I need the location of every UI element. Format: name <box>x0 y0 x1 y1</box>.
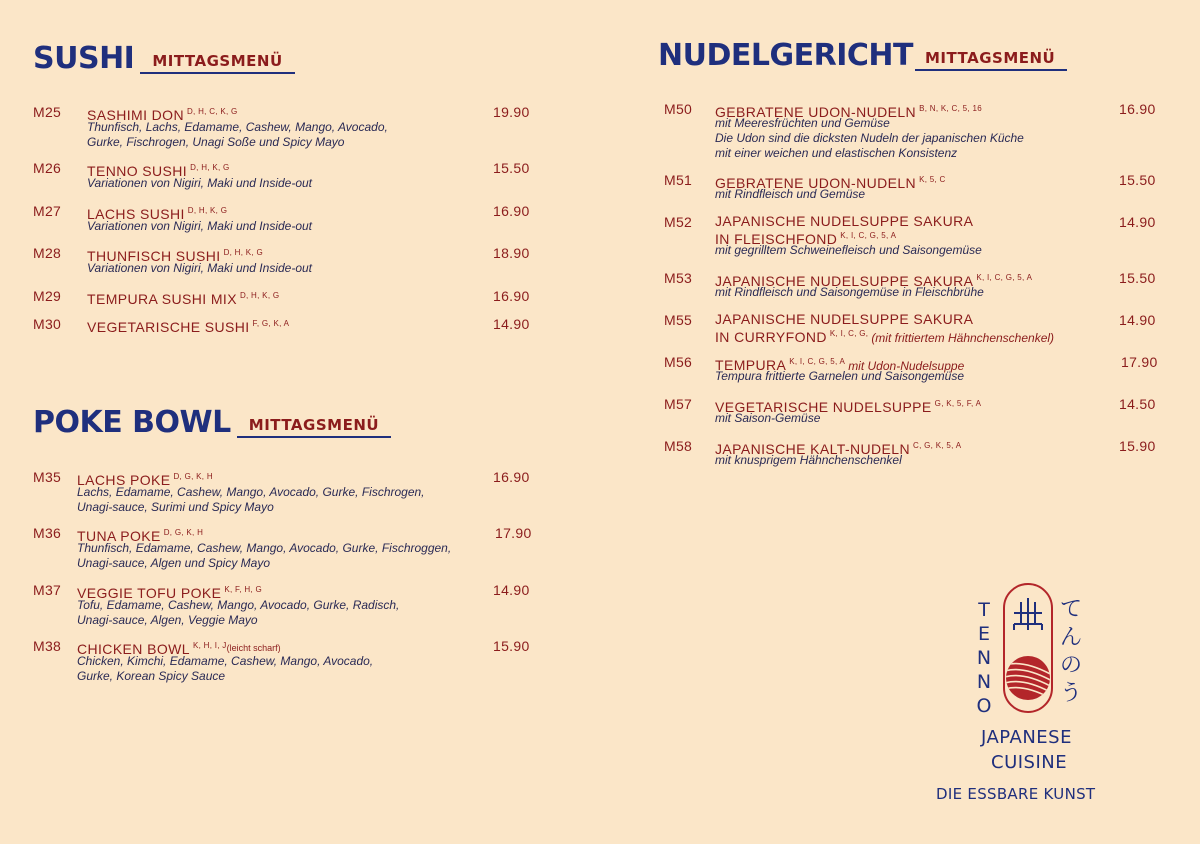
item-allergens: F, G, K, A <box>252 319 290 328</box>
brand-japanese-vertical: てんのう <box>1059 597 1082 706</box>
item-code: M56 <box>664 354 693 370</box>
item-name: JAPANISCHE NUDELSUPPE SAKURA $^{K, I, C, G, 5, A}$ <box>715 273 1033 289</box>
menu-item <box>664 438 1164 470</box>
item-code: M57 <box>664 396 693 412</box>
item-allergens: G, K, 5, F, A <box>934 399 982 408</box>
item-allergens: B, N, K, C, 5, 16 <box>919 104 982 113</box>
item-name: LACHS SUSHI $^{D, H, K, G}$ <box>87 206 228 222</box>
item-price: 18.90 <box>493 245 530 261</box>
item-allergens: K, I, C, G, 5, A <box>789 357 846 366</box>
item-allergens: K, I, C, G, <box>829 329 869 338</box>
item-description: Thunfisch, Edamame, Cashew, Mango, Avocado, Gurke, Fischroggen, <box>77 541 452 555</box>
menu-item <box>33 245 533 277</box>
item-allergens: D, G, K, H <box>173 472 213 481</box>
menu-item <box>33 104 533 150</box>
item-name-cont: IN CURRYFOND $^{K, I, C, G,}$ (mit frittiertem Hähnchenschenkel) <box>715 329 1055 345</box>
menu-item <box>664 312 1164 344</box>
item-price: 15.50 <box>1119 270 1156 286</box>
item-code: M51 <box>664 172 693 188</box>
item-description: Variationen von Nigiri, Maki und Inside-out <box>87 176 313 190</box>
item-description: Thunfisch, Lachs, Edamame, Cashew, Mango, Avocado, <box>87 120 388 134</box>
item-description: Tempura frittierte Garnelen und Saisongemüse <box>715 369 965 383</box>
menu-item <box>33 160 533 192</box>
brand-line-1: JAPANESE <box>981 727 1072 748</box>
item-price: 14.90 <box>1119 312 1156 328</box>
brand-latin-vertical: TENNO <box>976 599 992 717</box>
item-name-cont: IN FLEISCHFOND $^{K, I, C, G, 5, A}$ <box>715 231 897 247</box>
item-description: Tofu, Edamame, Cashew, Mango, Avocado, Gurke, Radisch, <box>77 598 400 612</box>
item-note: mit Udon-Nudelsuppe <box>848 359 965 373</box>
item-name: JAPANISCHE KALT-NUDELN $^{C, G, K, 5, A}$ <box>715 441 962 457</box>
item-code: M27 <box>33 203 62 219</box>
item-allergens: D, G, K, H <box>163 528 204 537</box>
item-name: TUNA POKE $^{D, G, K, H}$ <box>77 528 204 544</box>
item-description: mit knusprigem Hähnchenschenkel <box>715 453 902 467</box>
section-subtitle: MITTAGSMENÜ <box>140 53 294 74</box>
item-description: mit Saison-Gemüse <box>715 411 821 425</box>
item-price: 15.90 <box>1119 438 1156 454</box>
item-description: Unagi-sauce, Surimi und Spicy Mayo <box>77 500 274 514</box>
menu-item <box>33 469 533 515</box>
tenno-emblem-icon <box>1002 582 1054 714</box>
item-price: 15.50 <box>1119 172 1156 188</box>
item-code: M28 <box>33 245 62 261</box>
item-description: Lachs, Edamame, Cashew, Mango, Avocado, Gurke, Fischrogen, <box>77 485 425 499</box>
item-allergens: D, H, K, G <box>223 248 264 257</box>
item-price: 14.90 <box>1119 214 1156 230</box>
item-description: Variationen von Nigiri, Maki und Inside-out <box>87 261 313 275</box>
item-code: M30 <box>33 316 62 332</box>
item-note: (mit frittiertem Hähnchenschenkel) <box>871 331 1055 345</box>
item-description: Gurke, Fischrogen, Unagi Soße und Spicy Mayo <box>87 135 345 149</box>
item-description: Gurke, Korean Spicy Sauce <box>77 669 226 683</box>
item-name: SASHIMI DON $^{D, H, C, K, G}$ <box>87 107 238 123</box>
item-code: M55 <box>664 312 693 328</box>
item-code: M26 <box>33 160 62 176</box>
item-description: Chicken, Kimchi, Edamame, Cashew, Mango, Avocado, <box>77 654 374 668</box>
brand-line-2: CUISINE <box>991 752 1068 773</box>
menu-item <box>664 396 1164 428</box>
item-name: VEGGIE TOFU POKE $^{K, F, H, G}$ <box>77 585 263 601</box>
item-price: 14.90 <box>493 582 530 598</box>
item-allergens: D, H, C, K, G <box>186 107 238 116</box>
item-name: THUNFISCH SUSHI $^{D, H, K, G}$ <box>87 248 264 264</box>
item-name: VEGETARISCHE NUDELSUPPE $^{G, K, 5, F, A}$ <box>715 399 982 415</box>
item-description: Unagi-sauce, Algen und Spicy Mayo <box>77 556 270 570</box>
item-code: M37 <box>33 582 62 598</box>
item-note: (leicht scharf) <box>226 643 281 653</box>
item-price: 15.90 <box>493 638 530 654</box>
item-name: GEBRATENE UDON-NUDELN $^{B, N, K, C, 5, 16}$ <box>715 104 982 120</box>
item-code: M25 <box>33 104 62 120</box>
item-code: M29 <box>33 288 62 304</box>
item-description: mit Rindfleisch und Saisongemüse in Fleischbrühe <box>715 285 984 299</box>
noodle-header <box>658 38 1067 73</box>
item-allergens: D, H, K, G <box>239 291 280 300</box>
item-code: M53 <box>664 270 693 286</box>
section-subtitle: MITTAGSMENÜ <box>237 417 391 438</box>
item-name: TEMPURA SUSHI MIX $^{D, H, K, G}$ <box>87 291 280 307</box>
menu-item <box>664 214 1164 260</box>
item-code: M38 <box>33 638 62 654</box>
item-name: JAPANISCHE NUDELSUPPE SAKURA <box>715 311 974 327</box>
item-name: CHICKEN BOWL $^{K, H, I, J(leicht scharf)}$ <box>77 641 281 657</box>
section-title: POKE BOWL <box>33 405 231 440</box>
brand-logo <box>970 580 1090 720</box>
section-title: SUSHI <box>33 41 135 76</box>
item-price: 16.90 <box>493 203 530 219</box>
item-name: JAPANISCHE NUDELSUPPE SAKURA <box>715 213 974 229</box>
item-allergens: K, F, H, G <box>224 585 263 594</box>
item-code: M36 <box>33 525 62 541</box>
item-allergens: K, H, I, J <box>192 641 227 650</box>
item-allergens: D, H, K, G <box>190 163 230 172</box>
item-code: M58 <box>664 438 693 454</box>
item-price: 15.50 <box>493 160 530 176</box>
item-allergens: K, I, C, G, 5, A <box>976 273 1033 282</box>
item-name: GEBRATENE UDON-NUDELN $^{K, 5, C}$ <box>715 175 946 191</box>
item-description: mit Rindfleisch und Gemüse <box>715 187 866 201</box>
menu-item <box>33 288 533 306</box>
menu-item <box>33 203 533 235</box>
item-price: 14.50 <box>1119 396 1156 412</box>
menu-item <box>664 101 1164 161</box>
item-price: 17.90 <box>1121 354 1158 370</box>
item-price: 16.90 <box>493 288 530 304</box>
item-price: 14.90 <box>493 316 530 332</box>
menu-item <box>664 354 1164 386</box>
item-description: Variationen von Nigiri, Maki und Inside-out <box>87 219 313 233</box>
item-price: 16.90 <box>493 469 530 485</box>
item-allergens: C, G, K, 5, A <box>913 441 962 450</box>
item-description: Die Udon sind die dicksten Nudeln der japanischen Küche <box>715 131 1024 145</box>
item-name: TENNO SUSHI $^{D, H, K, G}$ <box>87 163 230 179</box>
item-code: M35 <box>33 469 62 485</box>
brand-slogan: DIE ESSBARE KUNST <box>936 785 1096 803</box>
item-name: TEMPURA $^{K, I, C, G, 5, A}$ mit Udon-Nudelsuppe <box>715 357 965 373</box>
item-code: M50 <box>664 101 693 117</box>
menu-item <box>33 582 533 628</box>
item-allergens: K, 5, C <box>919 175 946 184</box>
menu-item <box>33 525 533 571</box>
item-name: VEGETARISCHE SUSHI $^{F, G, K, A}$ <box>87 319 290 335</box>
item-description: Unagi-sauce, Algen, Veggie Mayo <box>77 613 258 627</box>
item-allergens: K, I, C, G, 5, A <box>840 231 897 240</box>
item-price: 16.90 <box>1119 101 1156 117</box>
item-description: mit gegrilltem Schweinefleisch und Saisongemüse <box>715 243 982 257</box>
section-title: NUDELGERICHT <box>658 38 913 73</box>
item-code: M52 <box>664 214 693 230</box>
item-description: mit einer weichen und elastischen Konsistenz <box>715 146 958 160</box>
sushi-header <box>33 41 295 76</box>
item-price: 17.90 <box>495 525 532 541</box>
item-description: mit Meeresfrüchten und Gemüse <box>715 116 890 130</box>
menu-item <box>664 270 1164 302</box>
menu-item <box>33 638 533 684</box>
poke-header <box>33 405 391 440</box>
item-name: LACHS POKE $^{D, G, K, H}$ <box>77 472 213 488</box>
menu-item <box>664 172 1164 204</box>
item-price: 19.90 <box>493 104 530 120</box>
item-allergens: D, H, K, G <box>187 206 228 215</box>
menu-item <box>33 316 533 334</box>
section-subtitle: MITTAGSMENÜ <box>915 50 1067 71</box>
